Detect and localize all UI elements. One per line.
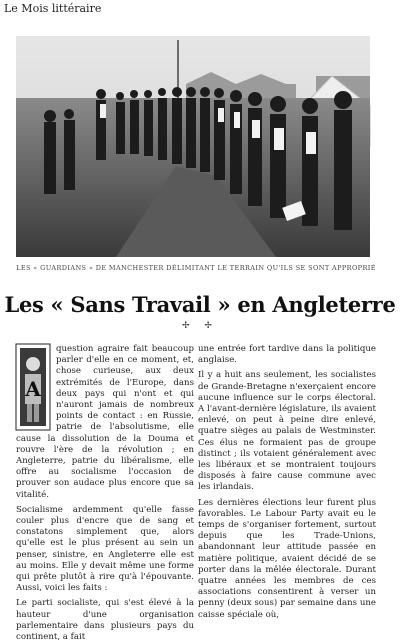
paragraph: question agraire fait beaucoup parler d'elle en ce moment, et, chose curieuse, aux deux extrémités de l'Europe, dans deux pays qui n'ont et qui n'auront jamais de nombreux points de contact : en Russie, patrie de l'absolutisme, elle cause la dissolution de la Douma et rouvre l'ère de la révolution ; en Angleterre, patrie du libéralisme, elle offre au socialisme l'occasion de prouver son audace plus encore que sa vitalité. [16,344,194,500]
dropcap-letter-illustration [16,344,50,430]
paragraph: Les dernières élections leur furent plus favorables. Le Labour Party avait eu le temps de s'organiser fortement, surtout depuis que les Trade-Unions, abandonnant leur attitude passée en matière politique, avaient décidé de se porter dans la mêlée électorale. Durant quatre années les membres de ces associations consentirent à verser un penny (deux sous) par semaine dans une caisse spéciale où, [198,497,376,620]
page-header: Le Mois littéraire [4,2,102,15]
dropcap-letter: A [25,377,41,401]
paragraph: Socialisme ardemment qu'elle fasse couler plus d'encre que de sang et constatons simplement que, alors qu'elle est le plus présent au sein un penser, sinistre, en Angleterre elle est au moins. Elle y devait même une forme qui prête plutôt à rire qu'à l'épouvante. Aussi, voici les faits : [16,504,194,594]
paragraph: Il y a huit ans seulement, les socialistes de Grande-Bretagne n'exerçaient encore aucune influence sur le corps électoral. A l'avant-dernière législature, ils avaient enlevé, on peut à peine dire enlevé, quatre sièges au palais de Westminster. Ces élus ne formaient pas de groupe distinct ; ils votaient généralement avec les libéraux et se montraient toujours disposés à faire cause commune avec les irlandais. [198,370,376,493]
article-column-left [16,344,194,643]
article-title: Les « Sans Travail » en Angleterre [4,292,396,317]
article-photo [16,36,370,257]
guardians-photo-illustration [16,36,370,257]
figure-caption: LES « GUARDIANS » DE MANCHESTER DÉLIMITANT LE TERRAIN QU'ILS SE SONT APPROPRIÉ [16,264,376,272]
title-ornament: ✢ ✢ [182,321,218,331]
article-column-right [198,344,376,628]
paragraph: Le parti socialiste, qui s'est élevé à la hauteur d'une organisation parlementaire dans plusieurs pays du continent, a fait [16,598,194,643]
paragraph: une entrée fort tardive dans la politique anglaise. [198,344,376,366]
